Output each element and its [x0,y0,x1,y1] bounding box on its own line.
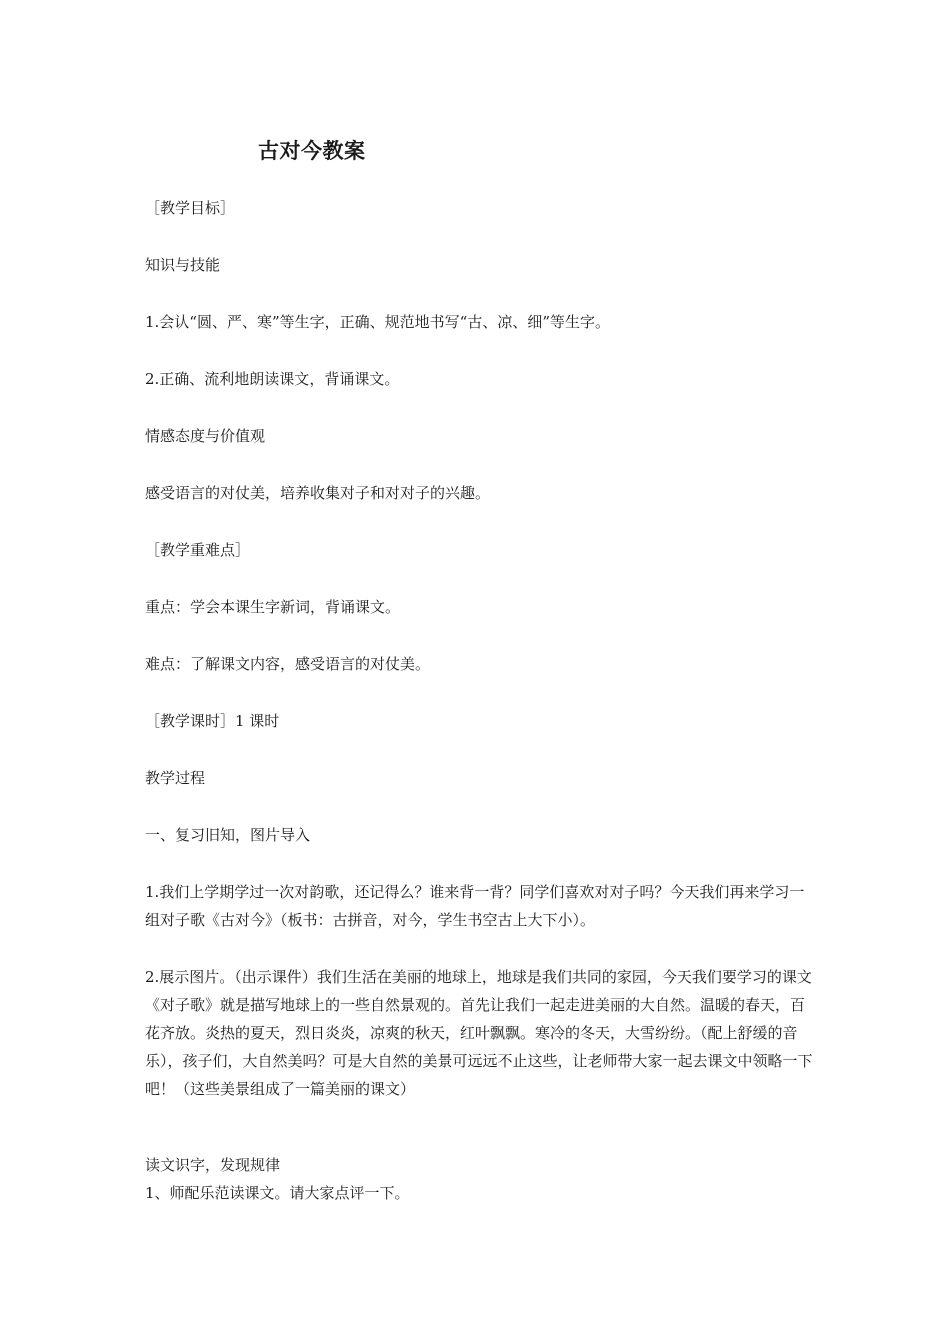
document-title: 古对今教案 [258,138,366,163]
step-1-paragraph-1: 1.我们上学期学过一次对韵歌，还记得么？谁来背一背？同学们喜欢对对子吗？今天我们再来学习一组对子歌《古对今》（板书：古拼音，对今，学生书空古上大下小）。 [145,883,805,929]
step-2-heading: 读文识字，发现规律 [145,1156,281,1174]
objective-item-1: 1.会认“圆、严、寒”等生字，正确、规范地书写“古、凉、细”等生字。 [145,313,610,331]
difficulty-text: 难点：了解课文内容，感受语言的对仗美。 [145,655,431,673]
step-2-paragraph-1: 1、师配乐范读课文。请大家点评一下。 [145,1184,410,1202]
step-1-paragraph-2: 2.展示图片。（出示课件）我们生活在美丽的地球上，地球是我们共同的家园，今天我们要学习的课文《对子歌》就是描写地球上的一些自然景观的。首先让我们一起走进美丽的大自然。温暖的春天，百花齐放。炎热的夏天，烈日炎炎，凉爽的秋天，红叶飘飘。寒冷的冬天，大雪纷纷。（配上舒缓的音乐），孩子们，大自然美吗？可是大自然的美景可远远不止这些，让老师带大家一起去课文中领略一下吧！（这些美景组成了一篇美丽的课文） [145,968,813,1098]
section-heading-key-points: ［教学重难点］ [145,541,251,559]
emotion-goal-text: 感受语言的对仗美，培养收集对子和对对子的兴趣。 [145,484,491,502]
subheading-knowledge-skills: 知识与技能 [145,256,221,274]
subheading-emotion-values: 情感态度与价值观 [145,427,266,445]
key-point-text: 重点：学会本课生字新词，背诵课文。 [145,598,401,616]
section-heading-process: 教学过程 [145,769,206,787]
step-1-heading: 一、复习旧知，图片导入 [145,826,311,844]
objective-item-2: 2.正确、流利地朗读课文，背诵课文。 [145,370,400,388]
section-heading-objectives: ［教学目标］ [145,199,236,217]
section-heading-class-hours: ［教学课时］1 课时 [145,712,280,730]
